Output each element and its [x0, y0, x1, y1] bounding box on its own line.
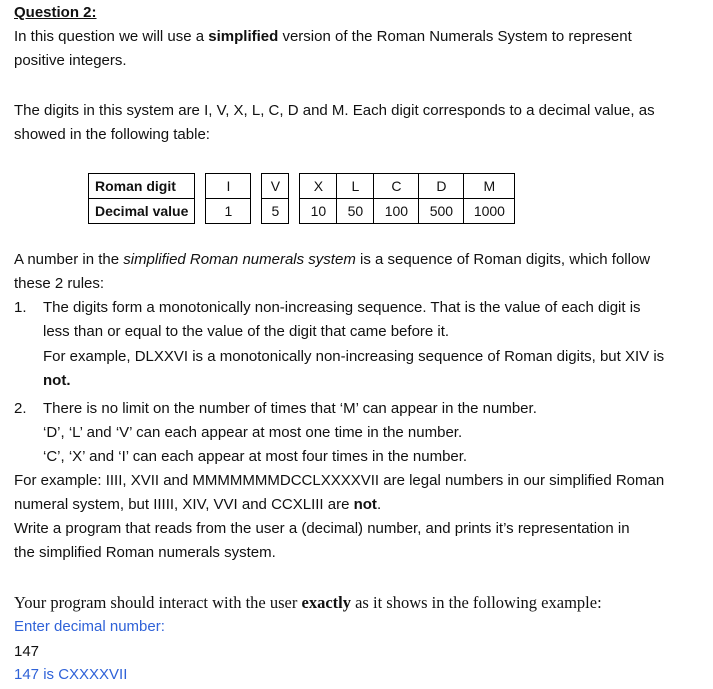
roman-cell-i: I — [206, 174, 251, 199]
table-gap — [195, 174, 206, 199]
rule-2-line-1: There is no limit on the number of times that ‘M’ can appear in the number. — [43, 400, 537, 417]
roman-cell-c: C — [374, 174, 419, 199]
roman-digit-table — [88, 173, 515, 224]
table-gap — [251, 174, 262, 199]
decimal-value-row — [89, 199, 515, 224]
task-line-1: Write a program that reads from the user a (decimal) number, and prints it’s representation in — [14, 520, 630, 537]
intro-bold: simplified — [208, 28, 279, 45]
roman-cell-d: D — [419, 174, 464, 199]
intro-line-2: positive integers. — [14, 52, 127, 69]
roman-cell-l: L — [337, 174, 374, 199]
table-gap — [289, 174, 300, 199]
roman-cell-v: V — [262, 174, 289, 199]
roman-cell-m: M — [464, 174, 515, 199]
rule-1-line-3: For example, DLXXVI is a monotonically non-increasing sequence of Roman digits, but XIV is — [43, 348, 665, 365]
sample-input: 147 — [14, 643, 40, 660]
roman-cell-x: X — [300, 174, 337, 199]
interaction-line: Your program should interact with the user exactly as it shows in the following example: — [14, 593, 602, 612]
task-line-2: the simplified Roman numerals system. — [14, 544, 276, 561]
table-gap — [251, 199, 262, 224]
digits-line-1: The digits in this system are I, V, X, L, C, D and M. Each digit corresponds to a decimal value, as — [14, 102, 655, 119]
decimal-cell-50: 50 — [337, 199, 374, 224]
intro-line-1: In this question we will use a simplified version of the Roman Numerals System to represent — [14, 28, 632, 45]
roman-digit-header: Roman digit — [89, 174, 195, 199]
rule-2-line-2: ‘D’, ‘L’ and ‘V’ can each appear at most one time in the number. — [43, 424, 463, 441]
rule-1-line-4: not. — [43, 372, 71, 389]
question-title: Question 2: — [14, 4, 97, 21]
decimal-cell-100: 100 — [374, 199, 419, 224]
table-gap — [289, 199, 300, 224]
sample-output: 147 is CXXXXVII — [14, 666, 128, 683]
decimal-cell-5: 5 — [262, 199, 289, 224]
digits-line-2: showed in the following table: — [14, 126, 210, 143]
rules-intro-italic: simplified Roman numerals system — [123, 251, 356, 268]
example-line-2: numeral system, but IIIII, XIV, VVI and CCXLIII are not. — [14, 496, 382, 513]
rule-1-line-2: less than or equal to the value of the digit that came before it. — [43, 323, 450, 340]
rule-1-number: 1. — [14, 299, 27, 316]
roman-digit-row — [89, 174, 515, 199]
decimal-cell-1000: 1000 — [464, 199, 515, 224]
decimal-cell-10: 10 — [300, 199, 337, 224]
example-bold-not: not — [353, 496, 377, 513]
table-gap — [195, 199, 206, 224]
decimal-value-header: Decimal value — [89, 199, 195, 224]
decimal-cell-1: 1 — [206, 199, 251, 224]
interaction-bold-exactly: exactly — [301, 593, 351, 612]
rule-1-line-1: The digits form a monotonically non-increasing sequence. That is the value of each digit is — [43, 299, 641, 316]
sample-prompt: Enter decimal number: — [14, 618, 165, 635]
rules-intro-line-2: these 2 rules: — [14, 275, 105, 292]
rules-intro-line-1: A number in the simplified Roman numerals system is a sequence of Roman digits, which follow — [14, 251, 651, 268]
rule-2-number: 2. — [14, 400, 27, 417]
rule-2-line-3: ‘C’, ‘X’ and ‘I’ can each appear at most four times in the number. — [43, 448, 468, 465]
example-line-1: For example: IIII, XVII and MMMMMMMDCCLXXXXVII are legal numbers in our simplified Roman — [14, 472, 665, 489]
decimal-cell-500: 500 — [419, 199, 464, 224]
